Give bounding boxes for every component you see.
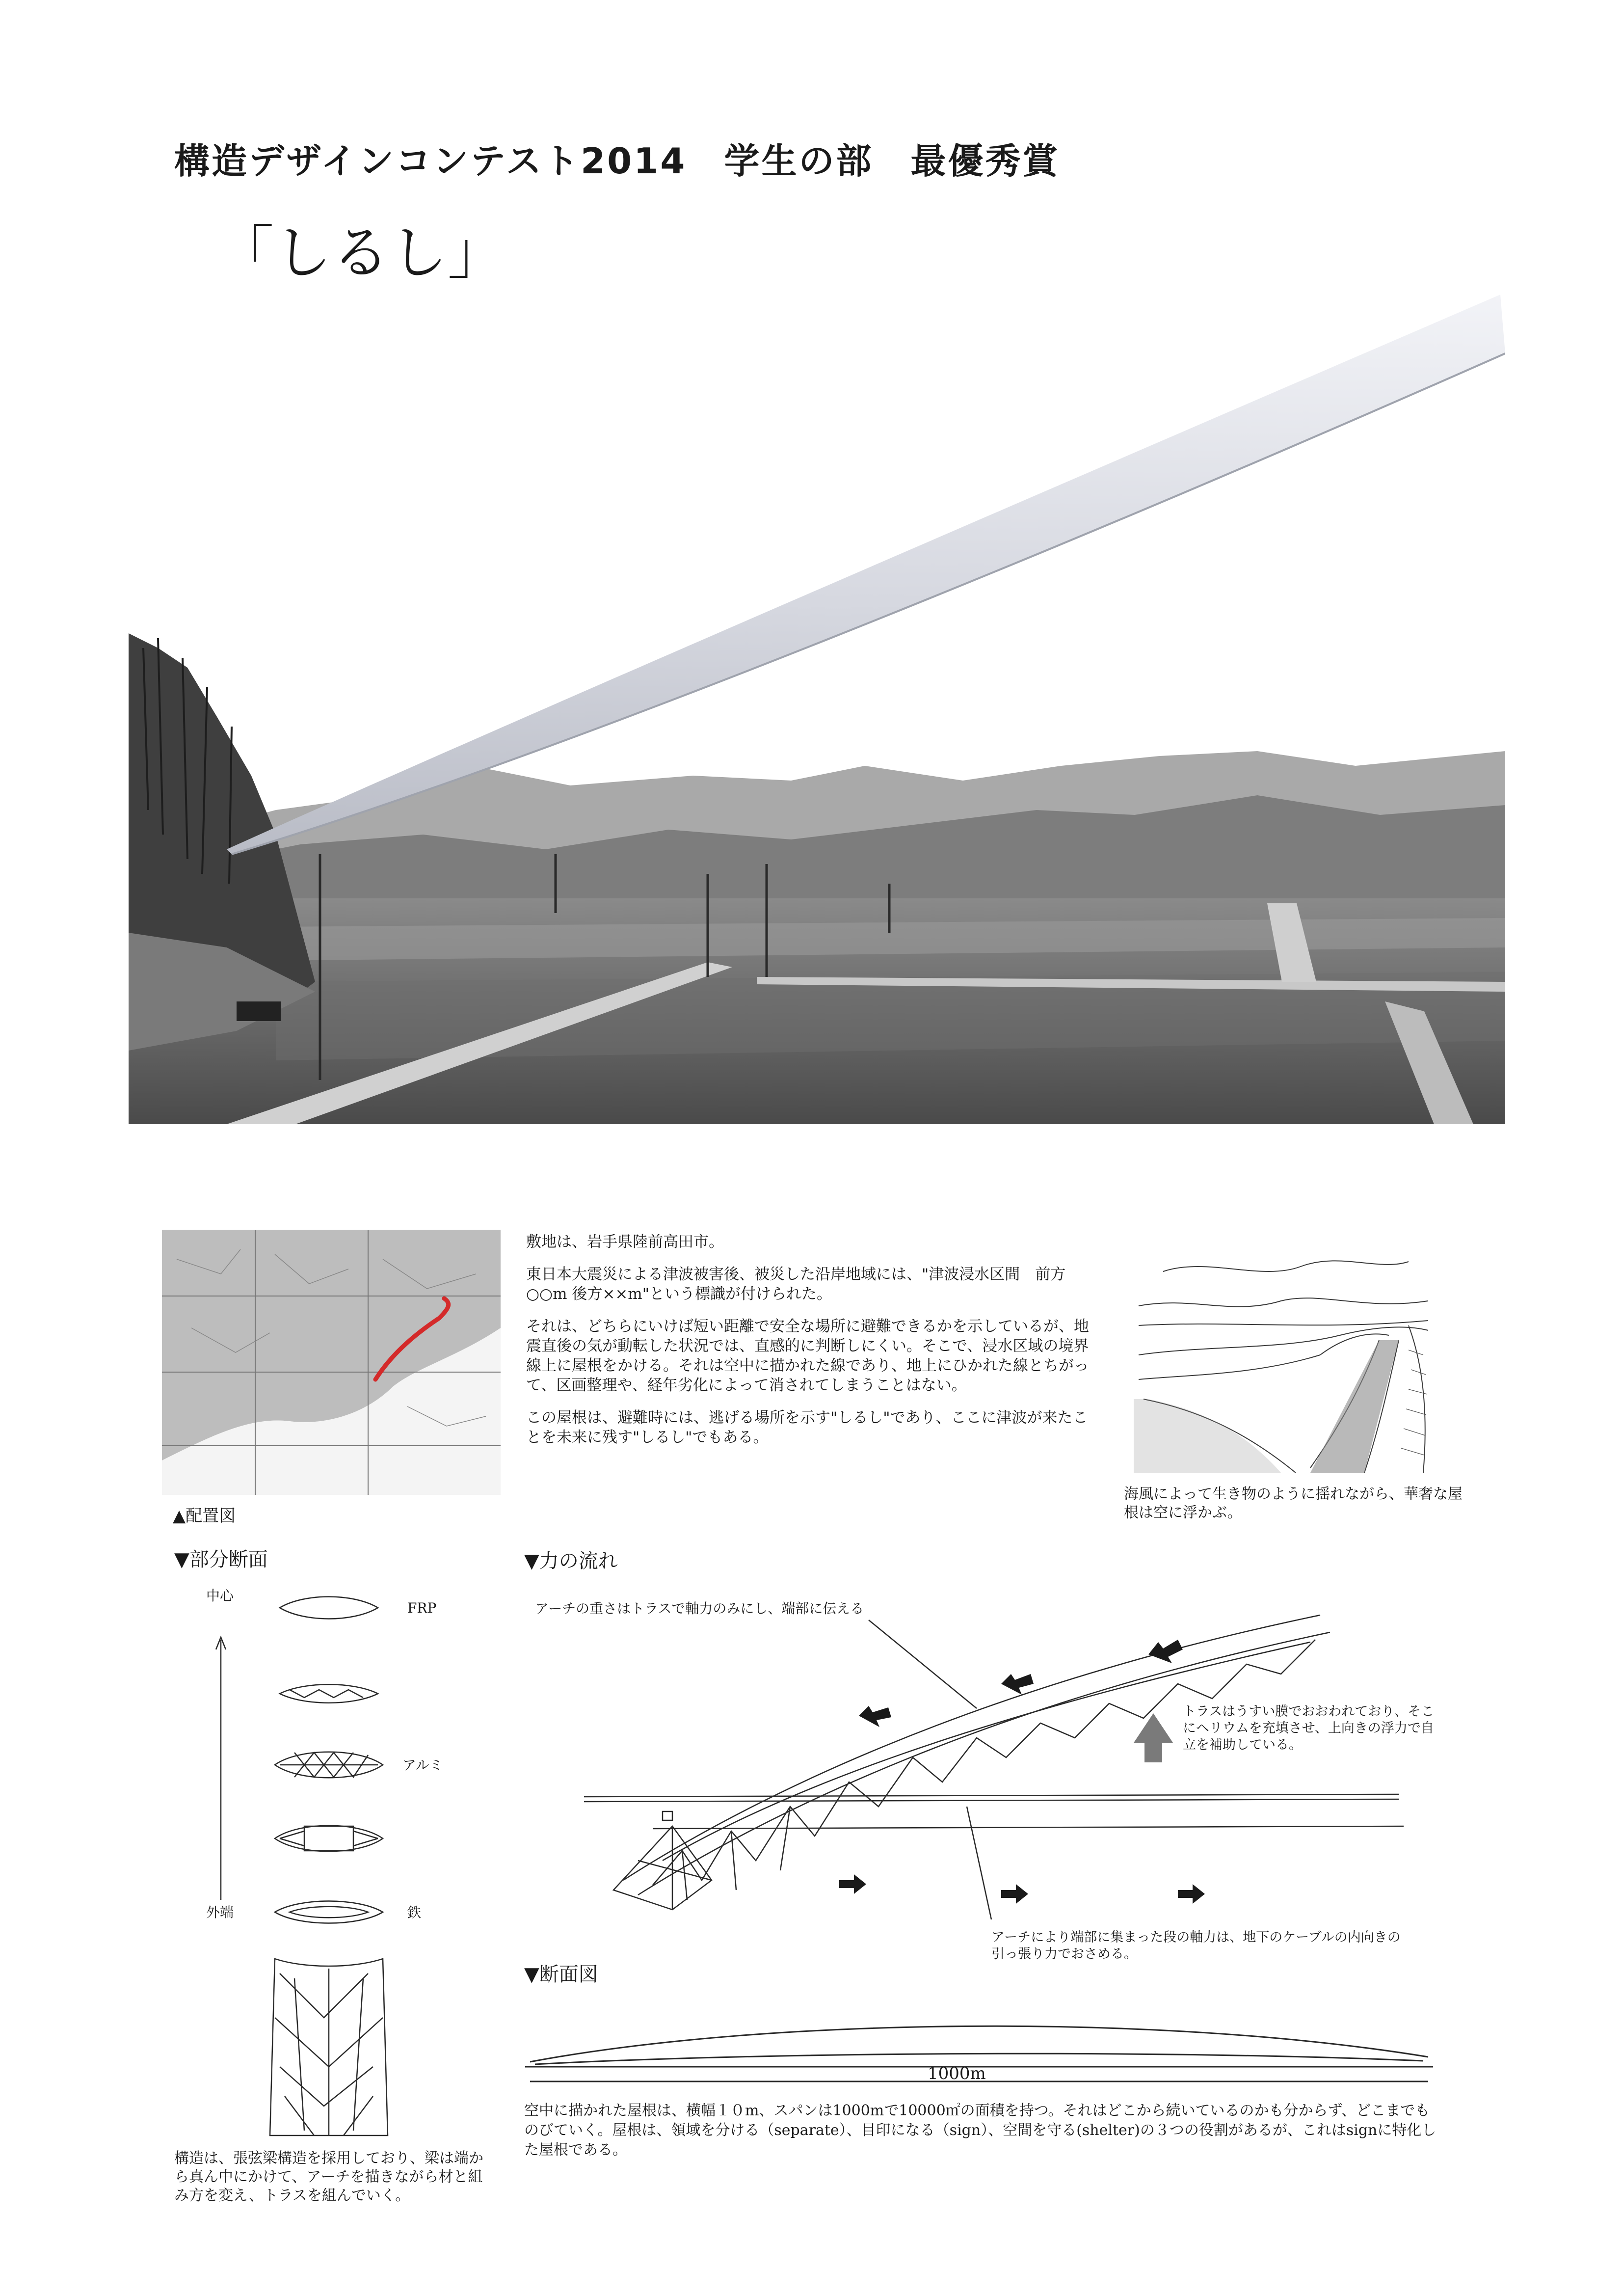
map-caption: ▲配置図 [173,1506,236,1526]
force-arrow [1178,1884,1205,1904]
site-paragraph: この屋根は、避難時には、逃げる場所を示す"しるし"であり、ここに津波が来たことを未来に残す"しるし"でもある。 [526,1409,1088,1446]
label-steel: 鉄 [407,1904,422,1920]
label-aluminum: アルミ [402,1757,443,1773]
sketch-caption: 海風によって生き物のように揺れながら、華奢な屋根は空に浮かぶ。 [1124,1486,1463,1521]
site-paragraph: 東日本大震災による津波被害後、被災した沿岸地域には、"津波浸水区間 前方○○m 後方××m"という標識が付けられた。 [526,1266,1066,1303]
site-description [526,1232,1091,1460]
site-paragraph: それは、どちらにいけば短い距離で安全な場所に避難できるかを示しているが、地震直後の気が動転した状況では、直感的に判断しにくい。そこで、浸水区域の境界線上に屋根をかける。それは空中に描かれた線であり、地上にひかれた線とちがって、区画整理や、経年劣化によって消されてしまうことはない。 [526,1318,1089,1394]
force-arrow [1001,1884,1028,1904]
forces-heading: ▼力の流れ [524,1550,618,1572]
site-paragraph: 敷地は、岩手県陸前高田市。 [526,1233,724,1251]
label-frp: FRP [407,1600,437,1616]
force-flow-diagram [525,1605,1458,1949]
label-outer: 外端 [206,1904,234,1920]
elevation-diagram [520,1998,1438,2086]
force-arrow [1001,1674,1034,1695]
coast-sketch [1134,1252,1438,1478]
page-title: 構造デザインコンテスト2014 学生の部 最優秀賞 [174,140,1060,182]
site-map [162,1230,501,1495]
force-arrow [1148,1640,1183,1663]
forces-note-top: アーチの重さはトラスで軸力のみにし、端部に伝える [535,1600,864,1617]
force-arrow [859,1706,891,1727]
buoyancy-arrow [1134,1713,1173,1762]
forces-note-bottom: アーチにより端部に集まった段の軸力は、地下のケーブルの内向きの引っ張り力でおさめる。 [991,1930,1401,1962]
span-label: 1000m [928,2064,986,2083]
elevation-heading: ▼断面図 [524,1963,598,1986]
section-heading: ▼部分断面 [174,1548,268,1571]
summary-text: 空中に描かれた屋根は、横幅１０m、スパンは1000mで10000㎡の面積を持つ。それはどこから続いているのかも分からず、どこまでものびていく。屋根は、領域を分ける（separate）、目印になる（sign）、空間を守る(shelter)の３つの役割があるが、これはsignに特化した屋根である。 [524,2102,1437,2159]
hero-photo [129,295,1505,1124]
forces-note-right: トラスはうすい膜でおおわれており、そこにヘリウムを充填させ、上向きの浮力で自立を補助している。 [1183,1704,1435,1753]
partial-section-diagram [206,1586,481,2140]
section-description: 構造は、張弦梁構造を採用しており、梁は端から真ん中にかけて、アーチを描きながら材と組み方を変え、トラスを組んでいく。 [174,2150,483,2204]
label-center: 中心 [206,1588,234,1604]
project-name: 「しるし」 [216,219,506,287]
force-arrow [839,1874,866,1894]
